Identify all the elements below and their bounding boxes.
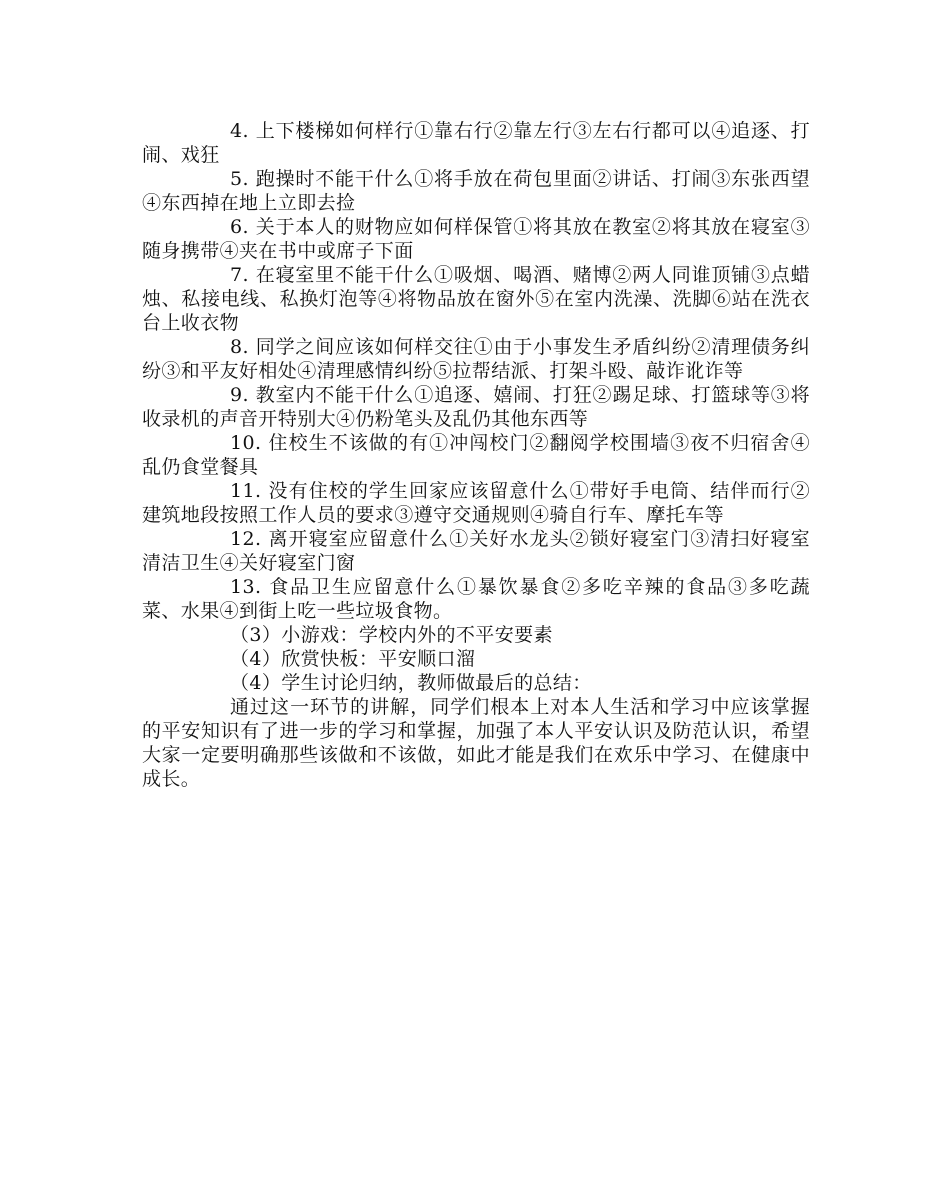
paragraph-item-4: 4. 上下楼梯如何样行①靠右行②靠左行③左右行都可以④追逐、打闹、戏狂 xyxy=(142,120,810,166)
paragraph-item-9: 9. 教室内不能干什么①追逐、嬉闹、打狂②踢足球、打篮球等③将收录机的声音开特别大④仍粉笔头及乱仍其他东西等 xyxy=(142,384,810,430)
summary-paragraph: 通过这一环节的讲解，同学们根本上对本人生活和学习中应该掌握的平安知识有了进一步的学习和掌握，加强了本人平安认识及防范认识，希望大家一定要明确那些该做和不该做，如此才能是我们在欢乐中学习、在健康中成长。 xyxy=(142,696,810,790)
document-body xyxy=(142,119,810,791)
section-heading-game: （3）小游戏：学校内外的不平安要素 xyxy=(230,624,553,646)
section-heading-clapper: （4）欣赏快板：平安顺口溜 xyxy=(230,648,476,670)
paragraph-item-11: 11. 没有住校的学生回家应该留意什么①带好手电筒、结伴而行②建筑地段按照工作人员的要求③遵守交通规则④骑自行车、摩托车等 xyxy=(142,480,810,526)
paragraph-item-13: 13. 食品卫生应留意什么①暴饮暴食②多吃辛辣的食品③多吃蔬菜、水果④到街上吃一些垃圾食物。 xyxy=(142,576,810,622)
paragraph-item-12: 12. 离开寝室应留意什么①关好水龙头②锁好寝室门③清扫好寝室清洁卫生④关好寝室门窗 xyxy=(142,528,810,574)
section-heading-summary: （4）学生讨论归纳，教师做最后的总结： xyxy=(230,672,592,694)
paragraph-item-10: 10. 住校生不该做的有①冲闯校门②翻阅学校围墙③夜不归宿舍④乱仍食堂餐具 xyxy=(142,432,810,478)
paragraph-item-8: 8. 同学之间应该如何样交往①由于小事发生矛盾纠纷②清理债务纠纷③和平友好相处④清理感情纠纷⑤拉帮结派、打架斗殴、敲诈讹诈等 xyxy=(142,336,810,382)
paragraph-item-5: 5. 跑操时不能干什么①将手放在荷包里面②讲话、打闹③东张西望④东西掉在地上立即去捡 xyxy=(142,168,810,214)
paragraph-item-7: 7. 在寝室里不能干什么①吸烟、喝酒、赌博②两人同谁顶铺③点蜡烛、私接电线、私换灯泡等④将物品放在窗外⑤在室内洗澡、洗脚⑥站在洗衣台上收衣物 xyxy=(142,264,810,334)
paragraph-item-6: 6. 关于本人的财物应如何样保管①将其放在教室②将其放在寝室③随身携带④夹在书中或席子下面 xyxy=(142,216,810,262)
